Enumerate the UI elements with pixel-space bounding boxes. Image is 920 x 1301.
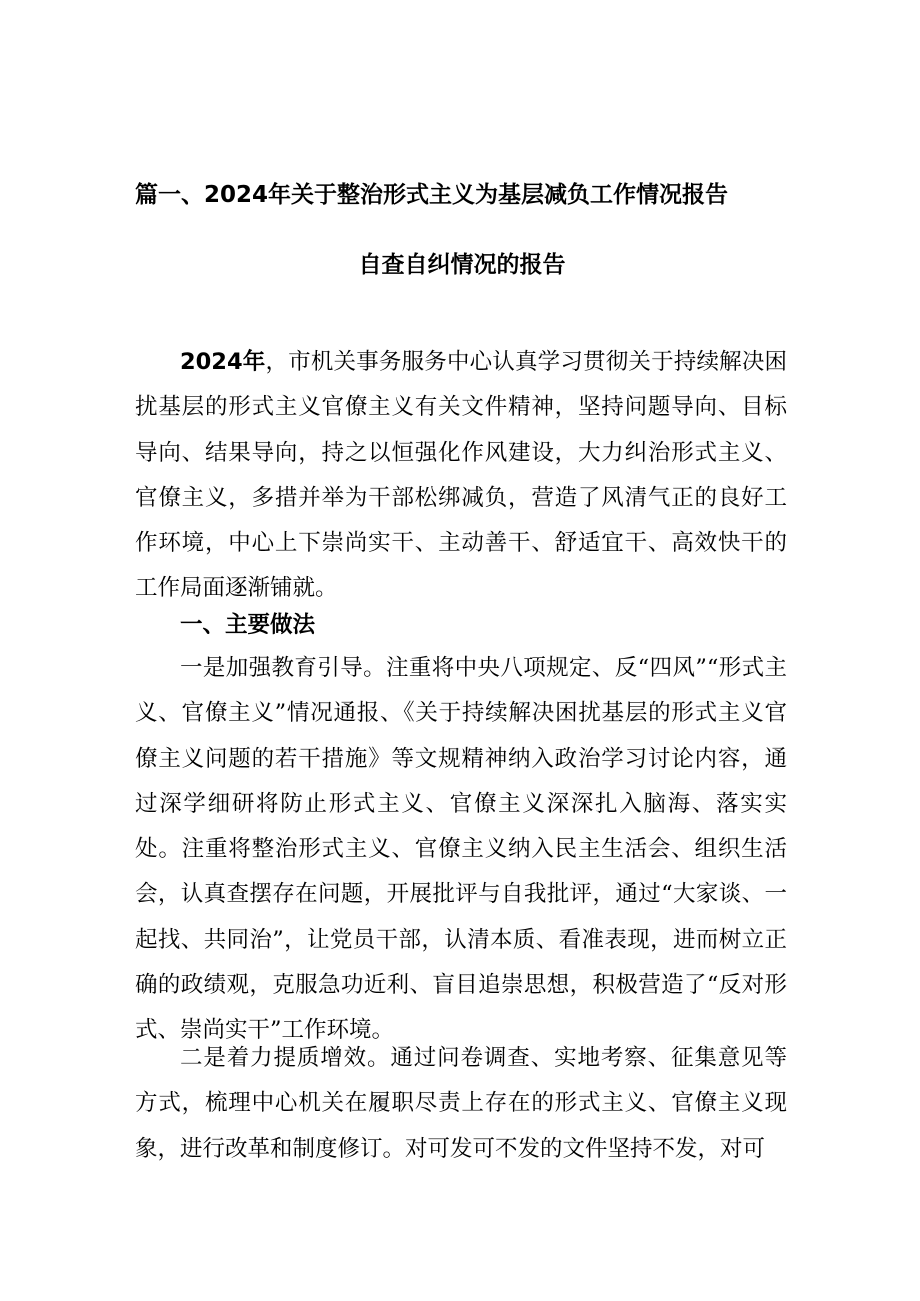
body-paragraph-efficiency: 二是着力提质增效。通过问卷调查、实地考察、征集意见等方式，梳理中心机关在履职尽责上存在的形式主义、官僚主义现象，进行改革和制度修订。对可发可不发的文件坚持不发，对可 — [135, 1045, 787, 1162]
document-title: 篇一、2024年关于整治形式主义为基层减负工作情况报告 — [135, 182, 729, 208]
body-paragraph-education: 一是加强教育引导。注重将中央八项规定、反“四风”“形式主义、官僚主义”情况通报、《关于持续解决困扰基层的形式主义官僚主义问题的若干措施》等文规精神纳入政治学习讨论内容，通过深学细研将防止形式主义、官僚主义深深扎入脑海、落实实处。注重将整治形式主义、官僚主义纳入民主生活会、组织生活会，认真查摆存在问题，开展批评与自我批评，通过“大家谈、一起找、共同治”，让党员干部，认清本质、看准表现，进而树立正确的政绩观，克服急功近利、盲目追崇思想，积极营造了“反对形式、崇尚实干”工作环境。 — [135, 655, 787, 1044]
body-paragraph-intro — [135, 340, 787, 612]
report-year: 2024年 — [180, 349, 266, 375]
section-heading-main-practices: 一、主要做法 — [180, 612, 316, 638]
document-subtitle: 自查自纠情况的报告 — [358, 252, 566, 278]
intro-text: ，市机关事务服务中心认真学习贯彻关于持续解决困扰基层的形式主义官僚主义有关文件精神，坚持问题导向、目标导向、结果导向，持之以恒强化作风建设，大力纠治形式主义、官僚主义，多措并举为干部松绑减负，营造了风清气正的良好工作环境，中心上下崇尚实干、主动善干、舒适宜干、高效快干的工作局面逐渐铺就。 — [135, 349, 787, 602]
